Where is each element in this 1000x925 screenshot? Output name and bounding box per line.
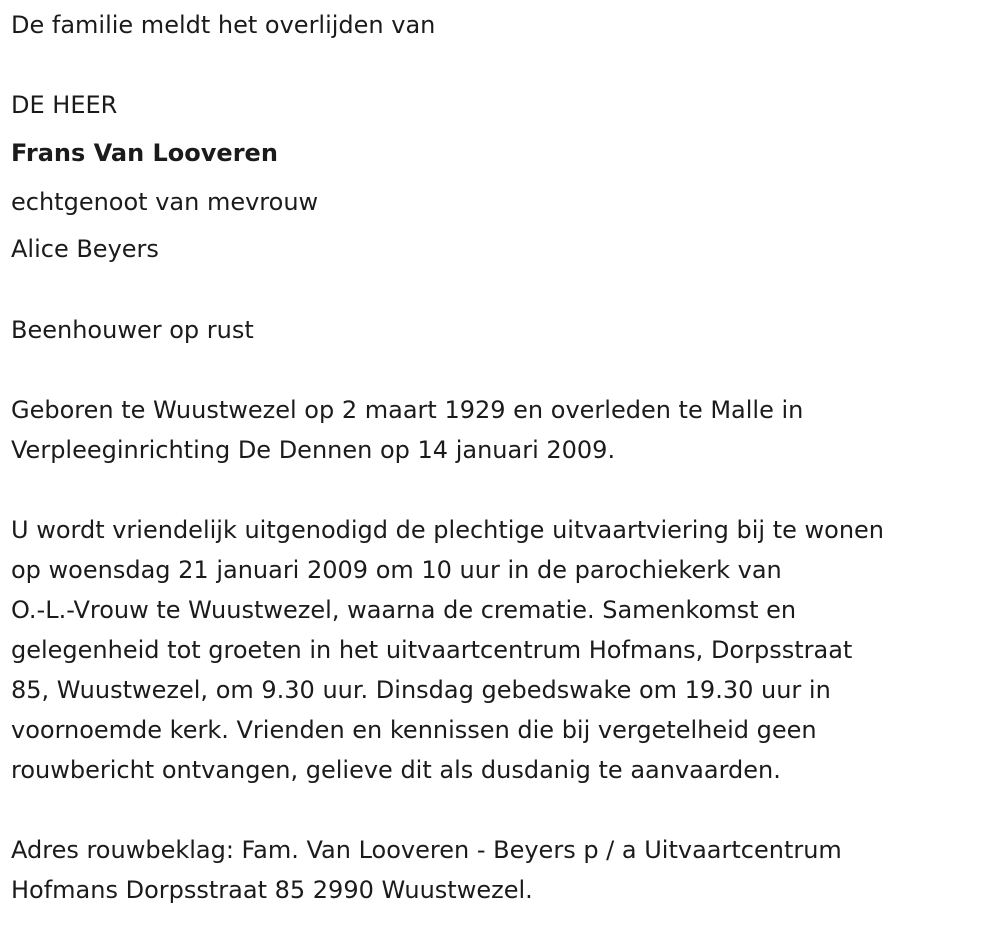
birth-death-line: Geboren te Wuustwezel op 2 maart 1929 en overleden te Malle in [11, 396, 804, 424]
ceremony-line: op woensdag 21 januari 2009 om 10 uur in de parochiekerk van [11, 556, 782, 584]
ceremony-line: gelegenheid tot groeten in het uitvaartcentrum Hofmans, Dorpsstraat [11, 636, 853, 664]
ceremony-line: voornoemde kerk. Vrienden en kennissen die bij vergetelheid geen [11, 716, 817, 744]
address-line: Hofmans Dorpsstraat 85 2990 Wuustwezel. [11, 876, 533, 904]
profession-text: Beenhouwer op rust [11, 316, 254, 344]
title-text: DE HEER [11, 91, 118, 119]
ceremony-line: 85, Wuustwezel, om 9.30 uur. Dinsdag gebedswake om 19.30 uur in [11, 676, 831, 704]
address-line: Adres rouwbeklag: Fam. Van Looveren - Beyers p / a Uitvaartcentrum [11, 836, 842, 864]
spouse-name: Alice Beyers [11, 235, 159, 263]
intro-text: De familie meldt het overlijden van [11, 11, 436, 39]
spouse-label: echtgenoot van mevrouw [11, 188, 319, 216]
ceremony-line: U wordt vriendelijk uitgenodigd de plechtige uitvaartviering bij te wonen [11, 516, 884, 544]
birth-death-line: Verpleeginrichting De Dennen op 14 januari 2009. [11, 436, 616, 464]
deceased-name: Frans Van Looveren [11, 139, 278, 167]
ceremony-line: rouwbericht ontvangen, gelieve dit als dusdanig te aanvaarden. [11, 756, 781, 784]
ceremony-line: O.-L.-Vrouw te Wuustwezel, waarna de crematie. Samenkomst en [11, 596, 797, 624]
